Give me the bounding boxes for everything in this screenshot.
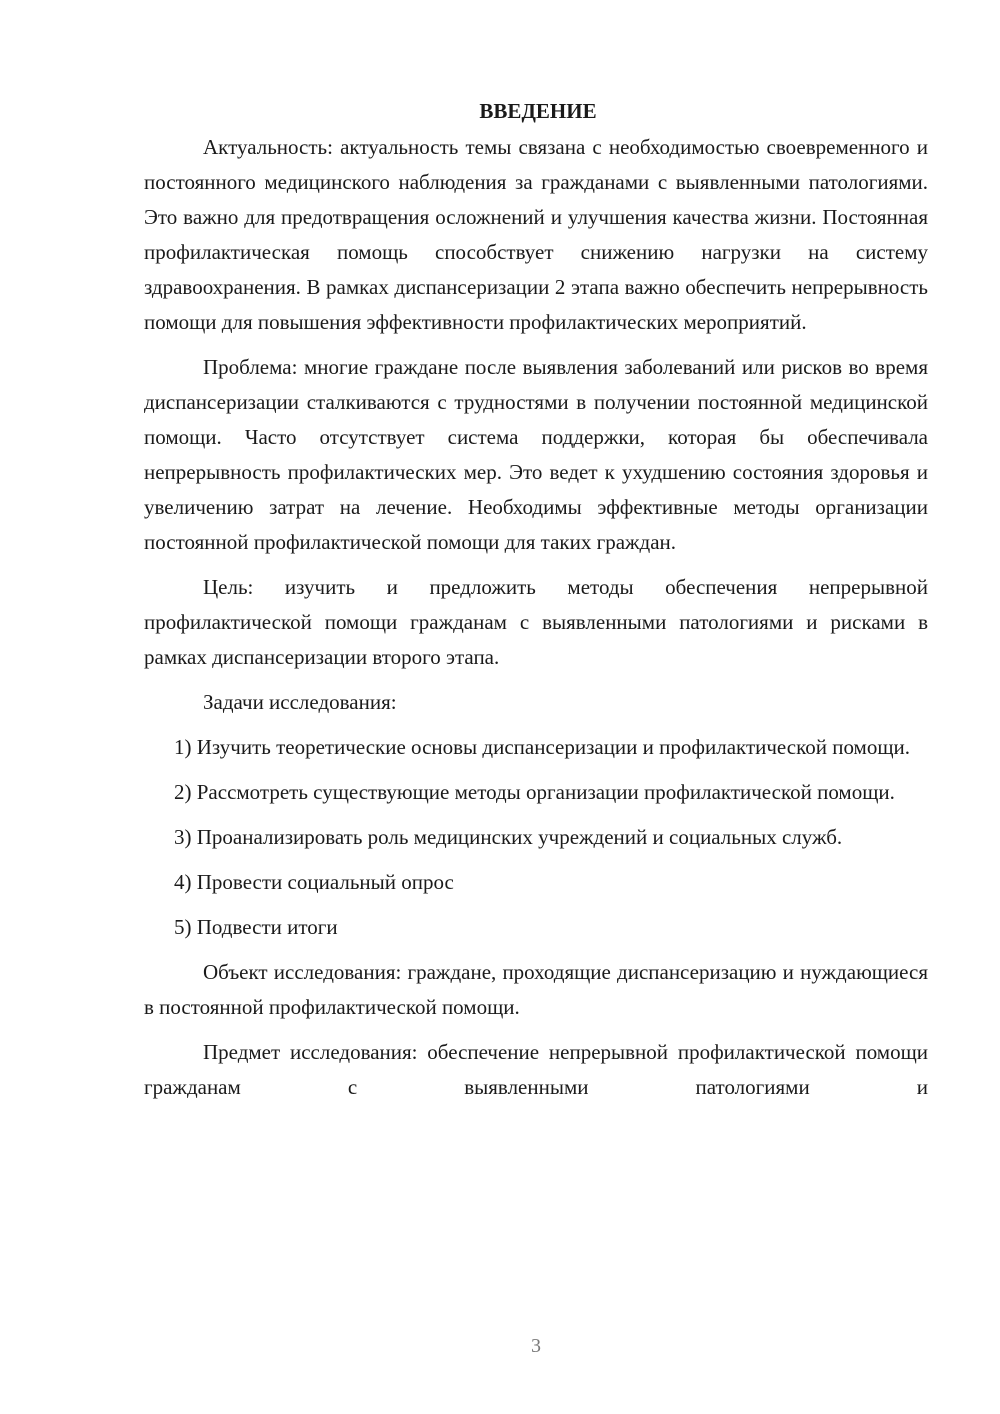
task-item-4: 4) Провести социальный опрос	[174, 870, 454, 894]
paragraph-problem: Проблема: многие граждане после выявления заболеваний или рисков во время диспансеризации сталкиваются с трудностями в получении постоянной медицинской помощи. Часто отсутствует система поддержки, которая бы обеспечивала непрерывность профилактических мер. Это ведет к ухудшению состояния здоровья и увеличению затрат на лечение. Необходимы эффективные методы организации постоянной профилактической помощи для таких граждан.	[144, 355, 928, 554]
paragraph-tasks-heading: Задачи исследования:	[203, 690, 397, 714]
task-item-1: 1) Изучить теоретические основы диспансеризации и профилактической помощи.	[174, 735, 911, 759]
paragraph-object: Объект исследования: граждане, проходящие диспансеризацию и нуждающиеся в постоянной профилактической помощи.	[144, 960, 928, 1019]
task-item-3: 3) Проанализировать роль медицинских учреждений и социальных служб.	[174, 825, 843, 849]
paragraph-relevance: Актуальность: актуальность темы связана с необходимостью своевременного и постоянного медицинского наблюдения за гражданами с выявленными патологиями. Это важно для предотвращения осложнений и улучшения качества жизни. Постоянная профилактическая помощь способствует снижению нагрузки на систему здравоохранения. В рамках диспансеризации 2 этапа важно обеспечить непрерывность помощи для повышения эффективности профилактических мероприятий.	[144, 135, 928, 334]
page-title: ВВЕДЕНИЕ	[479, 99, 597, 123]
task-item-2: 2) Рассмотреть существующие методы организации профилактической помощи.	[174, 780, 895, 804]
page-body	[144, 96, 928, 1105]
page-number: 3	[531, 1335, 541, 1357]
paragraph-goal: Цель: изучить и предложить методы обеспечения непрерывной профилактической помощи гражданам с выявленными патологиями и рисками в рамках диспансеризации второго этапа.	[144, 575, 928, 669]
task-item-5: 5) Подвести итоги	[174, 915, 338, 939]
paragraph-subject: Предмет исследования: обеспечение непрерывной профилактической помощи гражданам с выявленными патологиями и	[144, 1040, 928, 1099]
